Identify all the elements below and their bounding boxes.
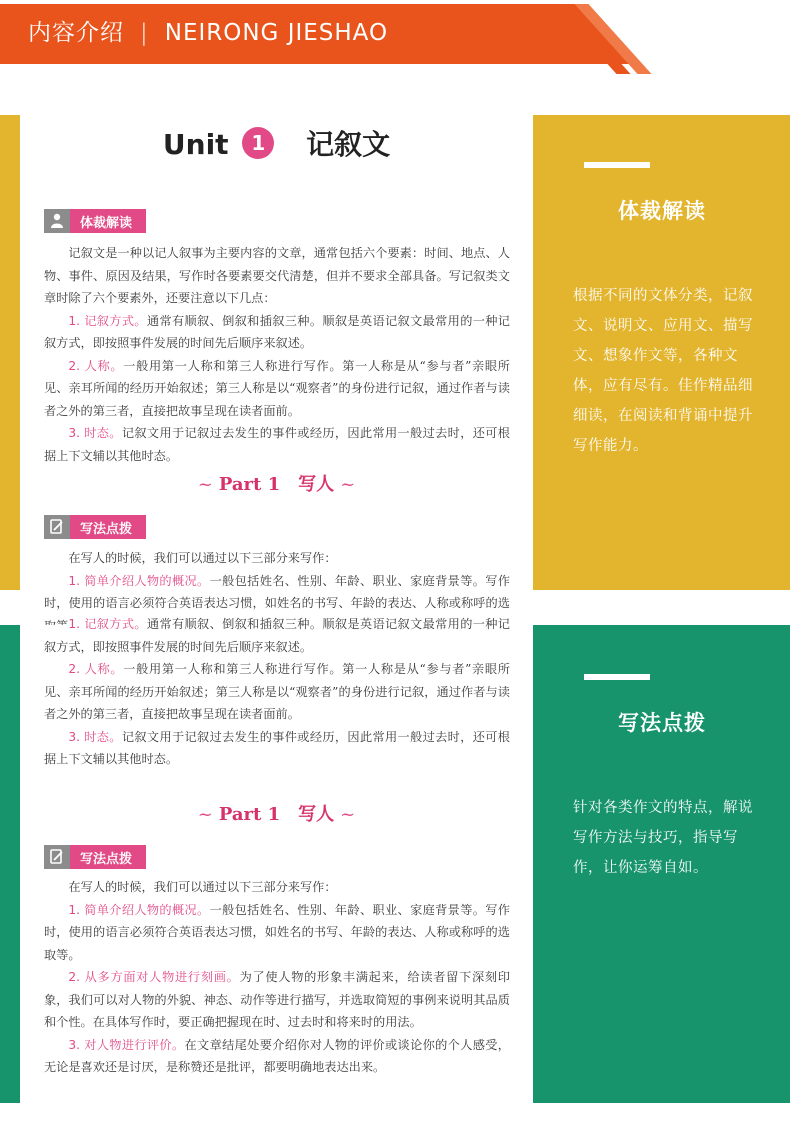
unit-genre-title: 记叙文 [306, 128, 391, 161]
header-title-cn: 内容介绍 [28, 20, 124, 46]
genre-point: 3. 时态。记叙文用于记叙过去发生的事件或经历，因此常用一般过去时，还可根据上下文辅以其他时态。 [44, 729, 510, 766]
header-title [28, 14, 388, 47]
tips-text [44, 876, 510, 1079]
tips-point: 3. 对人物进行评价。在文章结尾处要介绍你对人物的评价或谈论你的个人感受，无论是喜欢还是讨厌，是称赞还是批评，都要明确地表达出来。 [44, 1037, 510, 1074]
tips-intro: 在写人的时候，我们可以通过以下三部分来写作： [68, 551, 337, 565]
genre-point: 1. 记叙方式。通常有顺叙、倒叙和插叙三种。顺叙是英语记叙文最常用的一种记叙方式，即按照事件发展的时间先后顺序来叙述。 [44, 617, 510, 654]
genre-badge-label: 体裁解读 [70, 209, 146, 233]
header-title-en: NEIRONG JIESHAO [164, 20, 389, 46]
sidebar-heading: 体裁解读 [618, 199, 706, 223]
edit-note-icon [44, 845, 70, 869]
sidebar-divider [584, 674, 650, 680]
tips-badge-label: 写法点拨 [70, 845, 146, 869]
edit-note-icon [44, 515, 70, 539]
tips-point: 1. 简单介绍人物的概况。一般包括姓名、性别、年龄、职业、家庭背景等。写作时，使用的语言必须符合英语表达习惯，如姓名的书写、年龄的表达、人称或称呼的选取等。 [44, 902, 510, 962]
header-banner [0, 0, 790, 65]
tips-badge [44, 515, 146, 539]
sidebar-body: 针对各类作文的特点，解说写作方法与技巧，指导写作，让你运筹自如。 [573, 800, 753, 876]
tips-badge [44, 845, 146, 869]
genre-point: 2. 人称。一般用第一人称和第三人称进行写作。第一人称是从“参与者”亲眼所见、亲耳所闻的经历开始叙述；第三人称是以“观察者”的身份进行记叙，通过作者与读者之外的第三者，直接把故事呈现在读者面前。 [44, 662, 510, 721]
part-heading [20, 470, 533, 496]
sidebar-divider [584, 162, 650, 168]
genre-sidebar [534, 115, 790, 590]
genre-badge [44, 209, 146, 233]
tips-badge-label: 写法点拨 [70, 515, 146, 539]
document-page-tips [20, 617, 533, 1103]
sidebar-heading: 写法点拨 [618, 711, 706, 735]
genre-text [44, 242, 510, 467]
part-title: 写人 [298, 474, 335, 495]
unit-number: 1 [242, 127, 274, 159]
tips-intro: 在写人的时候，我们可以通过以下三部分来写作： [68, 880, 337, 894]
sidebar-body: 根据不同的文体分类，记叙文、说明文、应用文、描写文、想象作文等，各种文体，应有尽有。佳作精品细细读，在阅读和背诵中提升写作能力。 [573, 288, 753, 454]
tips-sidebar [534, 625, 790, 1103]
unit-label: Unit [162, 128, 229, 161]
swirl-left-icon: ~ [197, 804, 213, 825]
genre-point: 3. 时态。记叙文用于记叙过去发生的事件或经历，因此常用一般过去时，还可根据上下文辅以其他时态。 [44, 426, 510, 463]
unit-title [20, 123, 533, 163]
genre-point: 1. 记叙方式。通常有顺叙、倒叙和插叙三种。顺叙是英语记叙文最常用的一种记叙方式，即按照事件发展的时间先后顺序来叙述。 [44, 313, 510, 350]
tips-point: 1. 简单介绍人物的概况。一般包括姓名、性别、年龄、职业、家庭背景等。写作时，使用的语言必须符合英语表达习惯，如姓名的书写、年龄的表达、人称或称呼的选 [44, 573, 510, 610]
swirl-right-icon: ~ [340, 804, 356, 825]
genre-intro: 记叙文是一种以记人叙事为主要内容的文章，通常包括六个要素：时间、地点、人物、事件、原因及结果，写作时各要素要交代清楚，但并不要求全部具备。写记叙类文章时除了六个要素外，还要注意以下几点： [44, 246, 510, 305]
swirl-right-icon: ~ [340, 474, 356, 495]
part-heading [20, 800, 533, 826]
tips-point: 2. 从多方面对人物进行刻画。为了使人物的形象丰满起来，给读者留下深刻印象，我们可以对人物的外貌、神态、动作等进行描写，并选取简短的事例来说明其品质和个性。在具体写作时，要正确把握现在时、过去时和将来时的用法。 [44, 970, 510, 1029]
header-separator: | [140, 20, 149, 46]
document-page-genre [20, 115, 533, 610]
swirl-left-icon: ~ [197, 474, 213, 495]
genre-text-continued [44, 613, 510, 771]
user-icon [44, 209, 70, 233]
genre-point: 2. 人称。一般用第一人称和第三人称进行写作。第一人称是从“参与者”亲眼所见、亲耳所闻的经历开始叙述；第三人称是以“观察者”的身份进行记叙，通过作者与读者之外的第三者，直接把故事呈现在读者面前。 [44, 358, 510, 418]
part-label: Part 1 [218, 804, 281, 825]
part-label: Part 1 [218, 474, 281, 495]
part-title: 写人 [298, 804, 335, 825]
